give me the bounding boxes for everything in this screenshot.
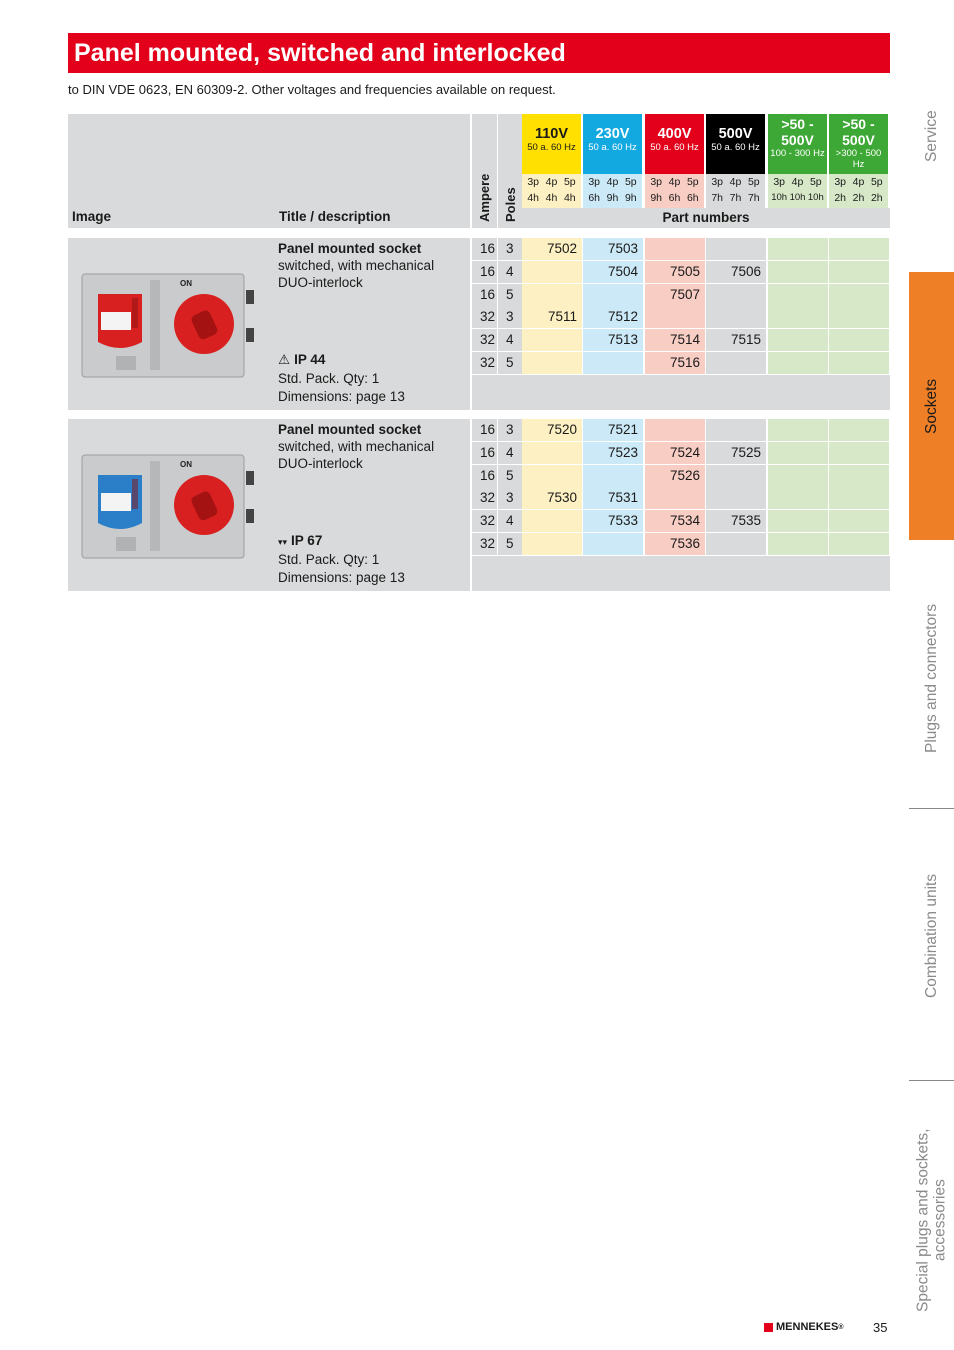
hour-label: 6h bbox=[686, 192, 699, 204]
ampere-cell: 32 bbox=[472, 329, 497, 351]
part-number-cell bbox=[768, 465, 828, 487]
part-number-cell bbox=[829, 261, 889, 283]
part-number-cell: 7512 bbox=[583, 306, 643, 328]
part-number-cell: 7535 bbox=[706, 510, 766, 532]
product-block bbox=[68, 419, 890, 591]
part-number-cell bbox=[522, 533, 582, 555]
voltage-frequency: >300 - 500 Hz bbox=[835, 148, 882, 170]
ampere-cell: 32 bbox=[472, 533, 497, 555]
pole-config-0 bbox=[522, 174, 581, 208]
part-number-cell bbox=[522, 352, 582, 374]
hour-label: 10h bbox=[771, 192, 788, 203]
part-number-cell bbox=[522, 329, 582, 351]
sidebar-item-label: Service bbox=[923, 110, 940, 162]
hour-row bbox=[706, 190, 765, 206]
part-number-cell: 7515 bbox=[706, 329, 766, 351]
hour-label: 9h bbox=[606, 192, 619, 204]
product-title: Panel mounted socket bbox=[278, 422, 422, 437]
ampere-cell: 16 bbox=[472, 419, 497, 441]
poles-cell: 5 bbox=[498, 352, 523, 374]
hour-label: 6h bbox=[668, 192, 681, 204]
part-number-cell bbox=[768, 442, 828, 464]
ampere-cell: 16 bbox=[472, 238, 497, 260]
pole-label: 5p bbox=[686, 176, 699, 188]
part-number-cell bbox=[829, 284, 889, 306]
part-number-cell bbox=[522, 510, 582, 532]
poles-cell: 4 bbox=[498, 329, 523, 351]
product-description bbox=[276, 238, 470, 410]
hour-label: 10h bbox=[789, 192, 806, 203]
sidebar-item-3[interactable] bbox=[909, 836, 954, 1036]
part-number-cell bbox=[583, 465, 643, 487]
ip-rating bbox=[278, 351, 325, 368]
page-title: Panel mounted, switched and interlocked bbox=[68, 33, 890, 73]
ip-rating bbox=[278, 532, 322, 551]
page-number: 35 bbox=[873, 1320, 888, 1335]
part-number-cell bbox=[829, 487, 889, 509]
voltage-value: 110V bbox=[534, 126, 569, 142]
sidebar-item-1[interactable] bbox=[909, 272, 954, 540]
pole-label: 4p bbox=[729, 176, 742, 188]
svg-text:ON: ON bbox=[180, 279, 192, 288]
pole-label: 3p bbox=[711, 176, 723, 188]
part-number-cell bbox=[706, 284, 766, 306]
header-poles: Poles bbox=[503, 187, 518, 222]
pole-label: 5p bbox=[624, 176, 637, 188]
part-number-cell bbox=[706, 419, 766, 441]
hour-row bbox=[768, 190, 827, 206]
header-label-area bbox=[68, 114, 470, 228]
sidebar-divider bbox=[909, 1080, 954, 1081]
ampere-cell: 32 bbox=[472, 306, 497, 328]
part-number-cell bbox=[583, 352, 643, 374]
header-ampere: Ampere bbox=[477, 173, 492, 222]
sidebar-item-label: Special plugs and sockets, accessories bbox=[914, 1128, 949, 1312]
part-number-cell bbox=[522, 284, 582, 306]
voltage-frequency: 50 a. 60 Hz bbox=[588, 142, 637, 153]
pole-row bbox=[583, 174, 642, 190]
part-number-cell bbox=[645, 419, 705, 441]
part-number-cell: 7530 bbox=[522, 487, 582, 509]
voltage-frequency: 50 a. 60 Hz bbox=[650, 142, 699, 153]
hour-label: 6h bbox=[588, 192, 600, 204]
part-number-cell bbox=[706, 465, 766, 487]
part-number-cell bbox=[829, 510, 889, 532]
part-number-cell bbox=[583, 533, 643, 555]
ampere-cell: 16 bbox=[472, 284, 497, 306]
poles-cell: 3 bbox=[498, 419, 523, 441]
part-number-cell bbox=[768, 419, 828, 441]
part-number-cell: 7503 bbox=[583, 238, 643, 260]
part-number-cell bbox=[645, 238, 705, 260]
pole-label: 3p bbox=[773, 176, 785, 188]
hour-row bbox=[645, 190, 704, 206]
part-number-cell bbox=[768, 352, 828, 374]
hour-label: 4h bbox=[563, 192, 576, 204]
voltage-frequency: 100 - 300 Hz bbox=[770, 148, 825, 159]
table-header bbox=[68, 114, 890, 228]
pole-label: 5p bbox=[747, 176, 760, 188]
hour-row bbox=[829, 190, 888, 206]
product-footer-bar bbox=[472, 556, 890, 591]
part-number-cell: 7502 bbox=[522, 238, 582, 260]
part-number-cell bbox=[829, 465, 889, 487]
voltage-header-3 bbox=[706, 114, 765, 174]
header-title-description: Title / description bbox=[279, 209, 391, 224]
ampere-cell: 16 bbox=[472, 465, 497, 487]
sidebar-divider bbox=[909, 808, 954, 809]
pole-row bbox=[522, 174, 581, 190]
pole-label: 3p bbox=[834, 176, 846, 188]
sidebar-item-label: Sockets bbox=[923, 378, 940, 434]
voltage-value: 400V bbox=[657, 126, 692, 142]
socket-panel-illustration bbox=[68, 238, 276, 410]
part-number-cell bbox=[829, 238, 889, 260]
voltage-header-5 bbox=[829, 114, 888, 174]
part-number-cell bbox=[645, 306, 705, 328]
hour-label: 9h bbox=[624, 192, 637, 204]
ampere-cell: 16 bbox=[472, 261, 497, 283]
part-number-cell: 7531 bbox=[583, 487, 643, 509]
part-number-cell bbox=[522, 261, 582, 283]
part-number-cell bbox=[768, 329, 828, 351]
part-number-cell: 7533 bbox=[583, 510, 643, 532]
pack-qty: Std. Pack. Qty: 1 bbox=[278, 552, 380, 567]
ip-value: IP 44 bbox=[294, 352, 326, 367]
pole-label: 4p bbox=[606, 176, 619, 188]
part-number-cell bbox=[829, 306, 889, 328]
part-number-cell: 7506 bbox=[706, 261, 766, 283]
part-number-cell: 7520 bbox=[522, 419, 582, 441]
ampere-cell: 16 bbox=[472, 442, 497, 464]
voltage-value: 230V bbox=[595, 126, 630, 142]
part-number-cell bbox=[706, 352, 766, 374]
pole-row bbox=[768, 174, 827, 190]
part-number-cell bbox=[829, 533, 889, 555]
sidebar-item-4[interactable] bbox=[909, 1110, 954, 1330]
pole-label: 4p bbox=[668, 176, 681, 188]
pole-config-2 bbox=[645, 174, 704, 208]
pole-config-3 bbox=[706, 174, 765, 208]
voltage-value: >50 - 500V bbox=[842, 116, 875, 148]
part-number-cell: 7534 bbox=[645, 510, 705, 532]
hour-label: 4h bbox=[545, 192, 558, 204]
pole-label: 4p bbox=[545, 176, 558, 188]
ip-value: IP 67 bbox=[291, 533, 323, 548]
product-desc: switched, with mechanical DUO-interlock bbox=[278, 258, 435, 290]
part-number-cell bbox=[829, 419, 889, 441]
dimensions-ref: Dimensions: page 13 bbox=[278, 570, 405, 585]
voltage-header-1 bbox=[583, 114, 642, 174]
brand-logo bbox=[764, 1321, 844, 1333]
pole-label: 4p bbox=[852, 176, 865, 188]
hour-label: 2h bbox=[834, 192, 846, 204]
part-number-cell bbox=[706, 533, 766, 555]
warning-triangle-icon: ⚠ bbox=[278, 352, 291, 367]
sidebar-item-label: Combination units bbox=[923, 873, 940, 999]
part-number-cell bbox=[829, 352, 889, 374]
socket-panel-illustration bbox=[68, 419, 276, 591]
header-poles-col bbox=[498, 114, 523, 228]
hour-label: 7h bbox=[729, 192, 742, 204]
svg-text:ON: ON bbox=[180, 460, 192, 469]
part-number-cell: 7513 bbox=[583, 329, 643, 351]
ampere-cell: 32 bbox=[472, 510, 497, 532]
part-number-cell bbox=[768, 261, 828, 283]
part-number-cell bbox=[768, 238, 828, 260]
part-number-cell: 7516 bbox=[645, 352, 705, 374]
poles-cell: 4 bbox=[498, 442, 523, 464]
page-subtitle: to DIN VDE 0623, EN 60309-2. Other voltages and frequencies available on request. bbox=[68, 82, 556, 97]
hour-label: 7h bbox=[747, 192, 760, 204]
poles-cell: 3 bbox=[498, 238, 523, 260]
part-number-cell bbox=[522, 465, 582, 487]
poles-cell: 5 bbox=[498, 284, 523, 306]
pole-config-5 bbox=[829, 174, 888, 208]
pole-row bbox=[829, 174, 888, 190]
part-number-cell bbox=[522, 442, 582, 464]
sidebar-item-0[interactable] bbox=[909, 100, 954, 172]
voltage-frequency: 50 a. 60 Hz bbox=[711, 142, 760, 153]
water-drops-icon: ▾▾ bbox=[278, 537, 288, 547]
pole-config-1 bbox=[583, 174, 642, 208]
brand-mark-icon bbox=[764, 1323, 773, 1332]
brand-name: MENNEKES bbox=[776, 1321, 839, 1333]
part-number-cell bbox=[768, 510, 828, 532]
product-footer-bar bbox=[472, 375, 890, 410]
part-number-cell: 7523 bbox=[583, 442, 643, 464]
part-number-cell: 7511 bbox=[522, 306, 582, 328]
part-number-cell: 7514 bbox=[645, 329, 705, 351]
poles-cell: 3 bbox=[498, 306, 523, 328]
pack-qty: Std. Pack. Qty: 1 bbox=[278, 371, 380, 386]
poles-cell: 3 bbox=[498, 487, 523, 509]
pole-label: 5p bbox=[870, 176, 883, 188]
part-number-cell bbox=[706, 487, 766, 509]
part-number-cell bbox=[768, 487, 828, 509]
voltage-header-0 bbox=[522, 114, 581, 174]
hour-label: 4h bbox=[527, 192, 539, 204]
poles-cell: 5 bbox=[498, 465, 523, 487]
voltage-frequency: 50 a. 60 Hz bbox=[527, 142, 576, 153]
part-number-cell: 7507 bbox=[645, 284, 705, 306]
brand-registered: ® bbox=[838, 1323, 844, 1331]
voltage-header-4 bbox=[768, 114, 827, 174]
pole-label: 3p bbox=[527, 176, 539, 188]
ampere-cell: 32 bbox=[472, 487, 497, 509]
part-number-cell bbox=[583, 284, 643, 306]
part-number-cell bbox=[706, 306, 766, 328]
pole-row bbox=[706, 174, 765, 190]
voltage-value: >50 - 500V bbox=[781, 116, 814, 148]
part-number-cell: 7526 bbox=[645, 465, 705, 487]
pole-label: 5p bbox=[563, 176, 576, 188]
hour-row bbox=[583, 190, 642, 206]
part-number-cell bbox=[645, 487, 705, 509]
voltage-header-2 bbox=[645, 114, 704, 174]
part-number-cell bbox=[768, 306, 828, 328]
part-number-cell bbox=[768, 533, 828, 555]
poles-cell: 4 bbox=[498, 261, 523, 283]
hour-label: 2h bbox=[852, 192, 865, 204]
hour-label: 9h bbox=[650, 192, 662, 204]
pole-label: 4p bbox=[791, 176, 804, 188]
product-image bbox=[68, 238, 276, 410]
sidebar-item-2[interactable] bbox=[909, 578, 954, 778]
header-ampere-col bbox=[472, 114, 497, 228]
pole-label: 3p bbox=[650, 176, 662, 188]
part-number-cell: 7521 bbox=[583, 419, 643, 441]
product-image bbox=[68, 419, 276, 591]
part-number-cell: 7505 bbox=[645, 261, 705, 283]
header-part-numbers: Part numbers bbox=[522, 208, 890, 228]
part-number-cell: 7525 bbox=[706, 442, 766, 464]
hour-label: 2h bbox=[870, 192, 883, 204]
sidebar-item-label: Plugs and connectors bbox=[923, 603, 940, 753]
part-number-cell: 7524 bbox=[645, 442, 705, 464]
pole-config-4 bbox=[768, 174, 827, 208]
product-description bbox=[276, 419, 470, 591]
header-image: Image bbox=[72, 209, 112, 224]
dimensions-ref: Dimensions: page 13 bbox=[278, 389, 405, 404]
hour-row bbox=[522, 190, 581, 206]
part-number-cell bbox=[768, 284, 828, 306]
poles-cell: 5 bbox=[498, 533, 523, 555]
product-title: Panel mounted socket bbox=[278, 241, 422, 256]
pole-label: 5p bbox=[809, 176, 822, 188]
pole-row bbox=[645, 174, 704, 190]
part-number-cell: 7536 bbox=[645, 533, 705, 555]
poles-cell: 4 bbox=[498, 510, 523, 532]
part-number-cell bbox=[706, 238, 766, 260]
hour-label: 10h bbox=[807, 192, 824, 203]
part-number-cell bbox=[829, 329, 889, 351]
part-number-cell bbox=[829, 442, 889, 464]
voltage-value: 500V bbox=[718, 126, 753, 142]
pole-label: 3p bbox=[588, 176, 600, 188]
product-block bbox=[68, 238, 890, 410]
product-desc: switched, with mechanical DUO-interlock bbox=[278, 439, 435, 471]
hour-label: 7h bbox=[711, 192, 723, 204]
ampere-cell: 32 bbox=[472, 352, 497, 374]
part-number-cell: 7504 bbox=[583, 261, 643, 283]
